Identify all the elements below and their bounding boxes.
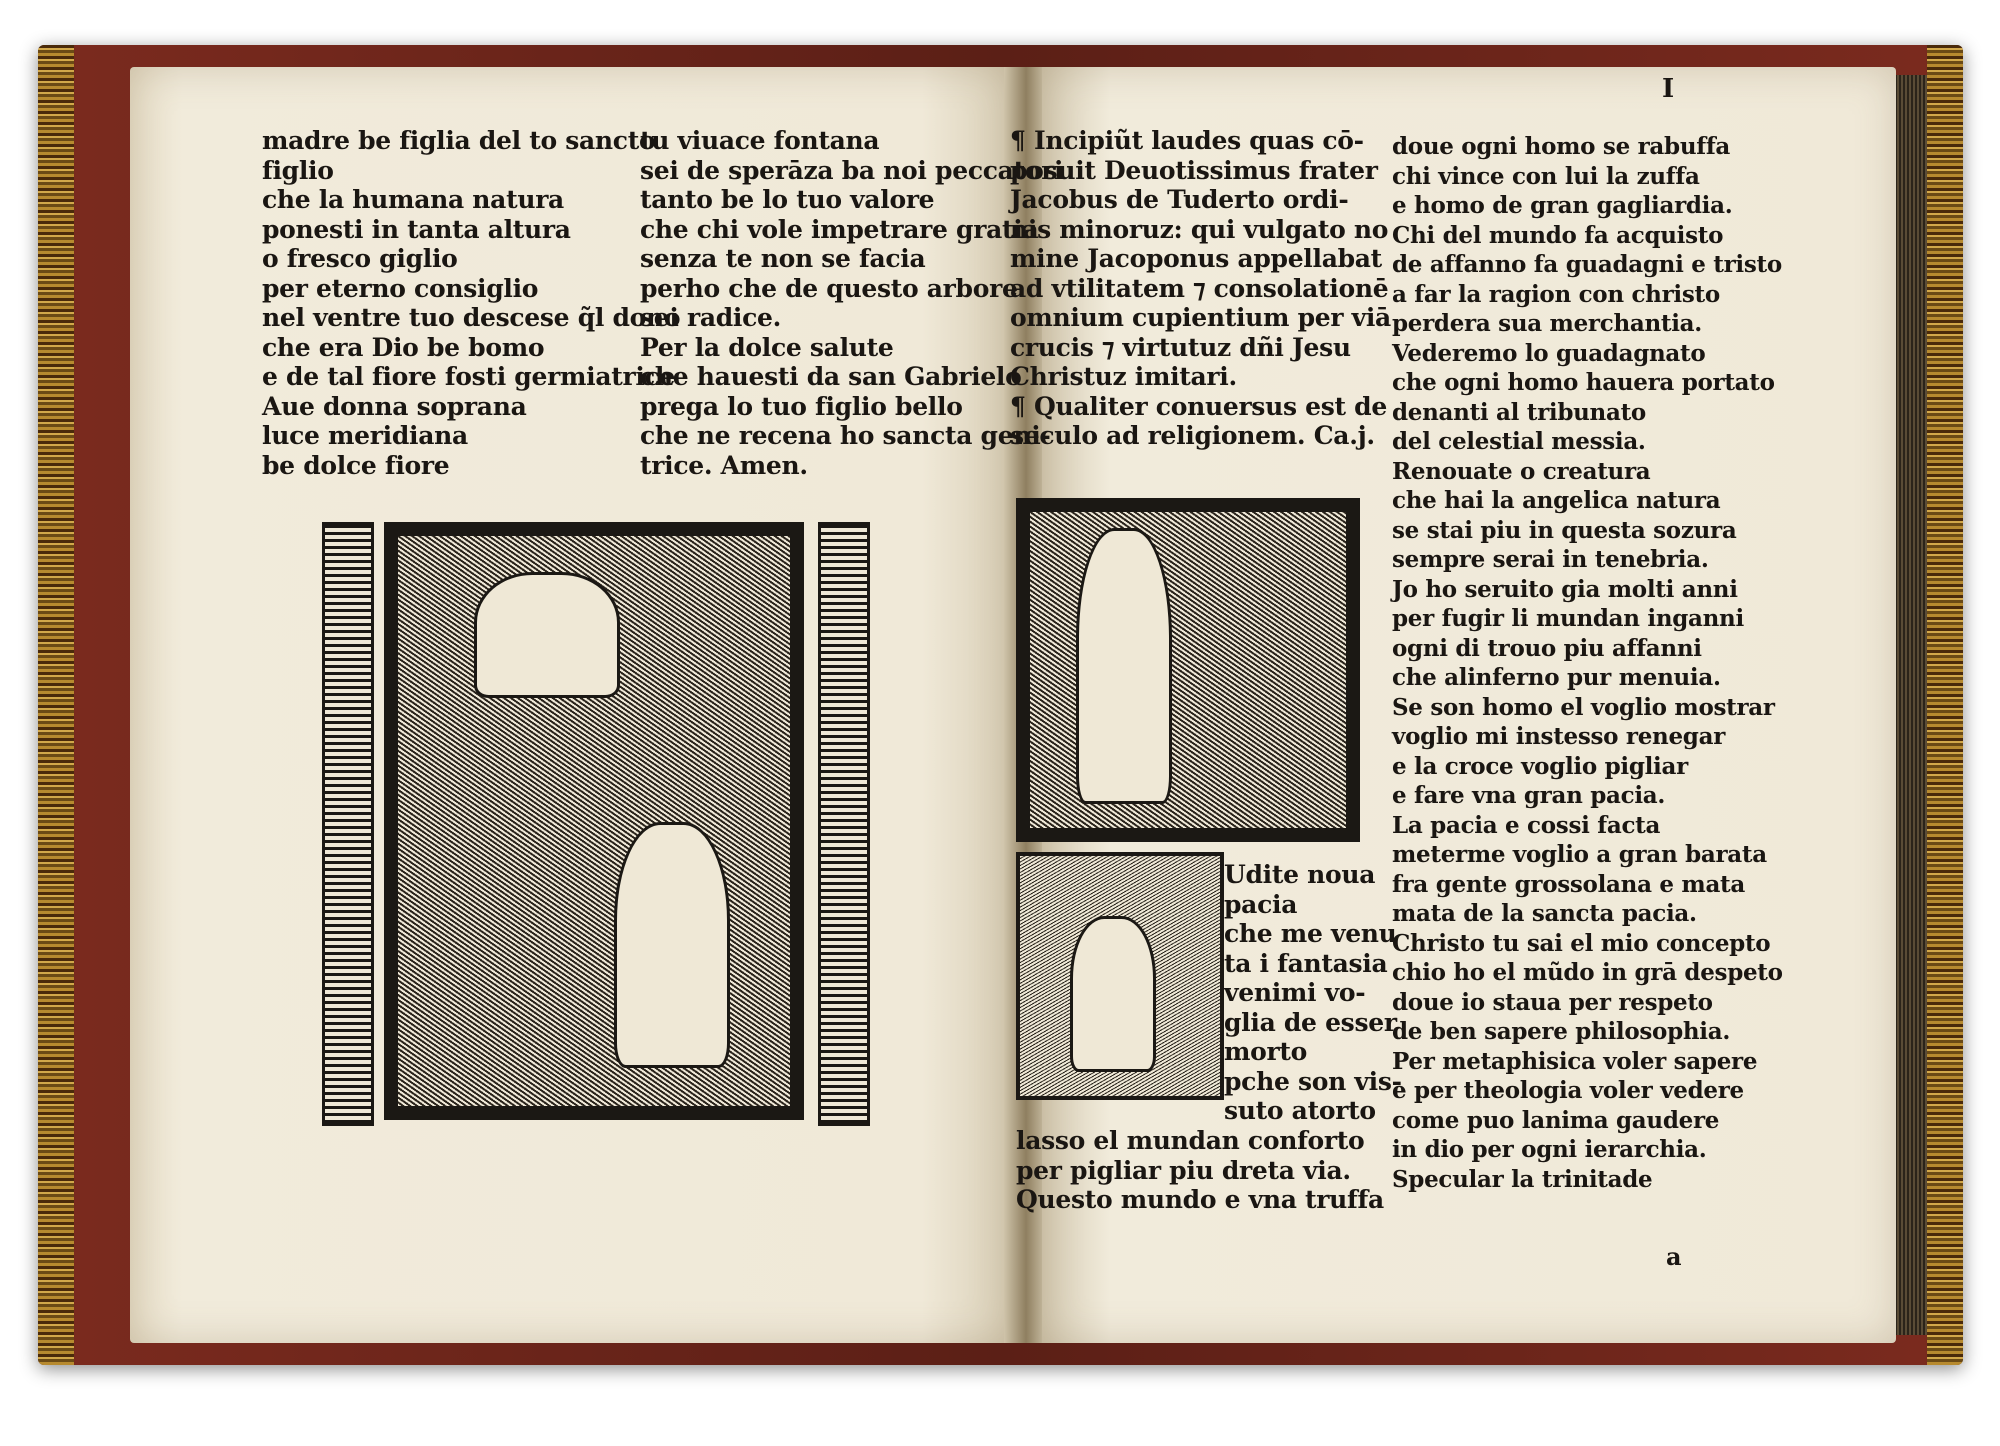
text-line: in dio per ogni ierarchia. — [1392, 1136, 1707, 1163]
text-line: doue io staua per respeto — [1392, 988, 1713, 1016]
text-line: luce meridiana — [262, 421, 468, 450]
text-line: glia de esser — [1224, 1007, 1397, 1037]
text-line: ogni di trouo piu affanni — [1392, 634, 1702, 662]
text-line: Per metaphisica voler sapere — [1392, 1047, 1758, 1075]
text-line: e de tal fiore fosti germiatrice — [262, 362, 676, 391]
text-line: per pigliar piu dreta via. — [1016, 1155, 1351, 1185]
initial-kneeling-figure — [1070, 916, 1156, 1072]
text-line: crucis ⁊ virtutuz dñi Jesu — [1010, 332, 1351, 362]
text-line: che ogni homo hauera portato — [1392, 369, 1775, 396]
text-line: per eterno consiglio — [262, 273, 539, 303]
text-line: venimi vo- — [1224, 978, 1366, 1007]
text-line: perdera sua merchantia. — [1392, 310, 1702, 337]
gilt-edge-right — [1927, 45, 1963, 1365]
text-line: senza te non se facia — [640, 244, 926, 273]
woodcut-illustration-stigmata — [384, 522, 804, 1120]
text-line: e fare vna gran pacia. — [1392, 782, 1666, 809]
text-line: se stai piu in questa sozura — [1392, 516, 1737, 544]
woodcut-illustration-preaching — [1016, 498, 1360, 842]
text-line: mine Jacoponus appellabat — [1010, 244, 1382, 273]
text-line: che ne recena ho sancta geni- — [640, 421, 1051, 450]
text-line: che chi vole impetrare gratia — [640, 214, 1039, 244]
text-line: Udite noua — [1224, 860, 1376, 889]
text-line: che alinferno pur menuia. — [1392, 664, 1721, 691]
text-line: nis minoruz: qui vulgato no — [1010, 214, 1389, 244]
text-line: Specular la trinitade — [1392, 1165, 1653, 1193]
text-line: be dolce fiore — [262, 450, 450, 480]
text-line: chi vince con lui la zuffa — [1392, 162, 1700, 190]
text-line: che la humana natura — [262, 185, 564, 214]
text-line: ¶ Qualiter conuersus est de — [1010, 391, 1387, 421]
text-line: de ben sapere philosophia. — [1392, 1018, 1731, 1045]
left-ornamental-border — [322, 522, 374, 1126]
text-line: del celestial messia. — [1392, 428, 1646, 455]
text-line: e homo de gran gagliardia. — [1392, 192, 1733, 219]
text-line: sempre serai in tenebria. — [1392, 546, 1709, 573]
text-line: a far la ragion con christo — [1392, 280, 1720, 308]
text-line: tu viuace fontana — [640, 126, 880, 155]
text-line: che hai la angelica natura — [1392, 487, 1721, 514]
text-line: Jacobus de Tuderto ordi- — [1010, 185, 1349, 214]
text-line: ta i fantasia — [1224, 948, 1388, 978]
text-line: fra gente grossolana e mata — [1392, 870, 1745, 898]
text-line: madre be figlia del to sancto — [262, 126, 656, 155]
text-line: ¶ Incipiũt laudes quas cō- — [1010, 126, 1364, 155]
right-page-column-1-bottom — [1016, 1126, 1384, 1215]
right-page-incipit — [1010, 126, 1391, 451]
text-line: Christo tu sai el mio concepto — [1392, 929, 1771, 957]
woodcut-preacher — [1076, 528, 1172, 804]
text-line: posuit Deuotissimus frater — [1010, 155, 1378, 185]
text-line: e la croce voglio pigliar — [1392, 752, 1688, 780]
text-line: Per la dolce salute — [640, 332, 894, 362]
text-line: e per theologia voler vedere — [1392, 1077, 1744, 1104]
historiated-initial-U — [1016, 852, 1224, 1100]
text-line: voglio mi instesso renegar — [1392, 723, 1726, 750]
text-line: Christuz imitari. — [1010, 362, 1237, 391]
text-line: de affanno fa guadagni e tristo — [1392, 251, 1782, 278]
text-line: Se son homo el voglio mostrar — [1392, 693, 1775, 721]
text-line: mata de la sancta pacia. — [1392, 900, 1697, 927]
text-line: ponesti in tanta altura — [262, 214, 571, 244]
text-line: come puo lanima gaudere — [1392, 1106, 1720, 1134]
text-line: pche son vis- — [1224, 1066, 1402, 1096]
text-line: perho che de questo arbore — [640, 273, 1018, 303]
text-line: che hauesti da san Gabrielo — [640, 362, 1022, 391]
text-line: Vederemo lo guadagnato — [1392, 339, 1706, 367]
text-line: tanto be lo tuo valore — [640, 185, 935, 214]
text-line: omnium cupientium per viā — [1010, 303, 1391, 332]
text-line: denanti al tribunato — [1392, 398, 1646, 426]
right-ornamental-border — [818, 522, 870, 1126]
text-line: Jo ho seruito gia molti anni — [1392, 575, 1738, 603]
text-line: sei radice. — [640, 303, 782, 332]
left-page-column-1 — [262, 126, 680, 480]
right-page-column-2 — [1392, 132, 1783, 1194]
text-line: Questo mundo e vna truffa — [1016, 1185, 1384, 1214]
text-line: figlio — [262, 155, 334, 185]
woodcut-figure — [614, 822, 730, 1068]
text-line: seculo ad religionem. Ca.j. — [1010, 421, 1375, 450]
text-line: chio ho el mũdo in grā despeto — [1392, 959, 1783, 986]
text-line: morto — [1224, 1037, 1308, 1066]
text-line: che era Dio be bomo — [262, 332, 545, 362]
sheet-number: I — [1662, 74, 1675, 104]
text-line: pacia — [1224, 889, 1298, 919]
text-line: doue ogni homo se rabuffa — [1392, 133, 1731, 160]
text-line: prega lo tuo figlio bello — [640, 391, 963, 421]
text-line: o fresco giglio — [262, 244, 458, 273]
text-line: Aue donna soprana — [262, 391, 527, 421]
text-line: trice. Amen. — [640, 450, 808, 480]
text-line: per fugir li mundan inganni — [1392, 605, 1744, 632]
left-page-column-2 — [640, 126, 1063, 480]
right-page-beside-initial — [1224, 860, 1402, 1126]
text-line: Chi del mundo fa acquisto — [1392, 221, 1724, 249]
signature-mark: a — [1666, 1242, 1682, 1271]
text-line: sei de sperāza ba noi peccatori — [640, 155, 1064, 185]
text-line: nel ventre tuo descese q̃l dono — [262, 303, 681, 332]
text-line: Renouate o creatura — [1392, 457, 1651, 485]
text-line: ad vtilitatem ⁊ consolationē — [1010, 273, 1389, 303]
text-line: lasso el mundan conforto — [1016, 1126, 1365, 1155]
woodcut-seraph — [474, 572, 620, 698]
gilt-edge-left — [38, 45, 74, 1365]
text-line: suto atorto — [1224, 1096, 1376, 1125]
text-line: La pacia e cossi facta — [1392, 811, 1661, 839]
text-line: meterme voglio a gran barata — [1392, 841, 1767, 868]
text-line: che me venu — [1224, 919, 1397, 948]
